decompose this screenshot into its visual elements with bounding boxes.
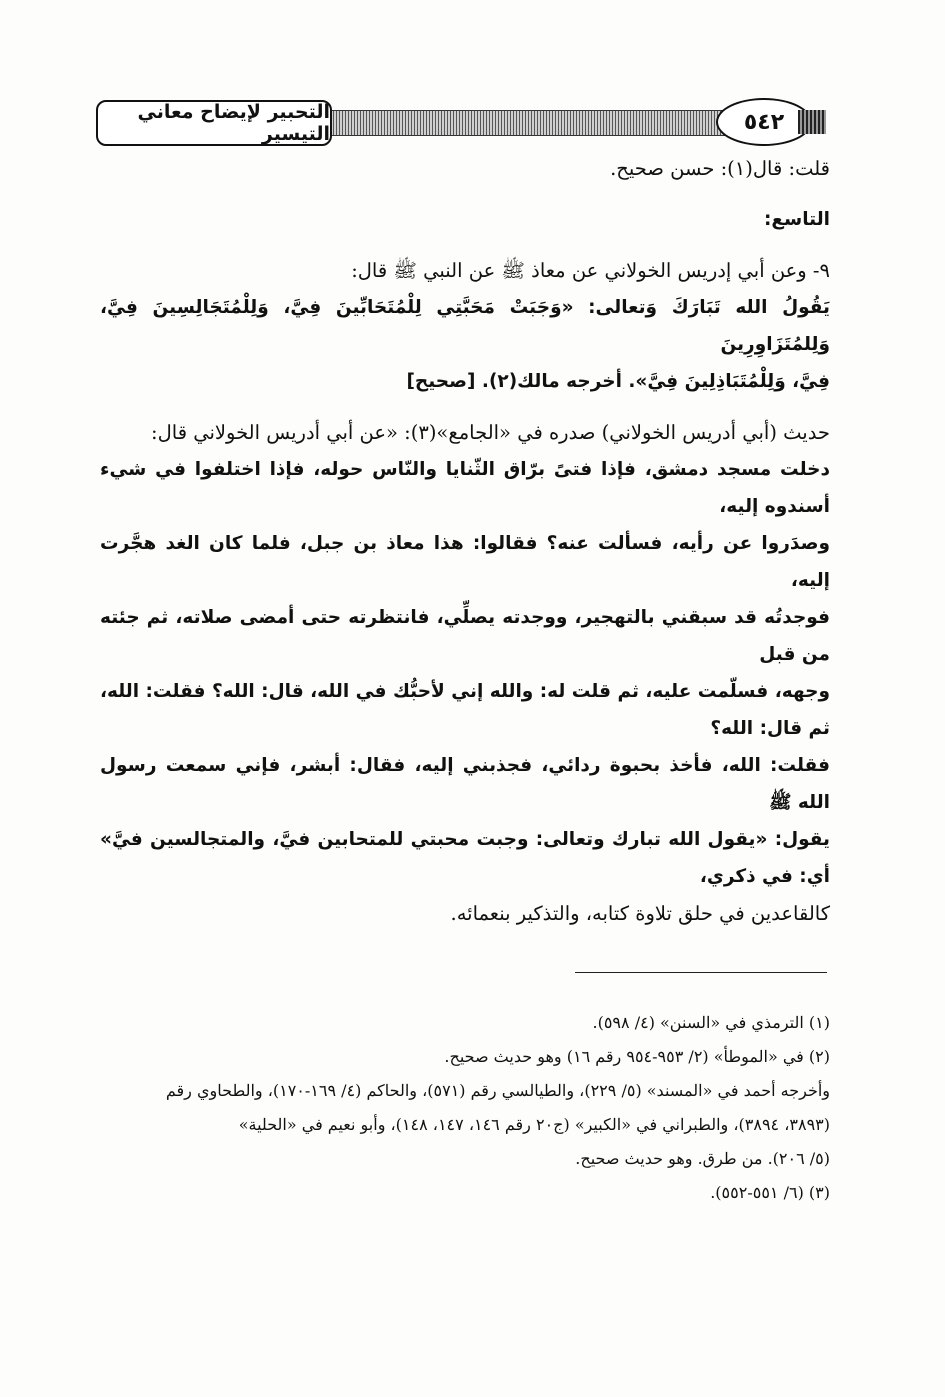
- footnote: (١) الترمذي في «السنن» (٤/ ٥٩٨).: [592, 1013, 830, 1032]
- page-header: [96, 96, 826, 148]
- footnote: (٣٨٩٣، ٣٨٩٤)، والطبراني في «الكبير» (ج٢٠ رقم ١٤٦، ١٤٧، ١٤٨)، وأبو نعيم في «الحلية»: [238, 1115, 830, 1134]
- page-number: ٥٤٢: [716, 98, 812, 146]
- footnote: وأخرجه أحمد في «المسند» (٥/ ٢٢٩)، والطيالسي رقم (٥٧١)، والحاكم (٤/ ١٦٩-١٧٠)، والطحاوي رقم: [165, 1081, 830, 1100]
- section-heading: التاسع:: [763, 209, 830, 230]
- footnote-separator: [575, 972, 827, 973]
- hadith-text-line: يَقُولُ الله تَبَارَكَ وَتعالى: «وَجَبَتْ مَحَبَّتِي لِلْمُتَحَابِّينَ فِيَّ، وَلِلْمُتَجَالِسِينَ فِيَّ، وَلِلمُتَزَاوِرِينَ: [100, 297, 830, 355]
- text-line: فقلت: الله، فأخذ بحبوة ردائي، فجذبني إليه، فقال: أبشر، فإني سمعت رسول الله ﷺ: [100, 755, 830, 813]
- header-ornament-band: [321, 110, 774, 136]
- footnote: (٢) في «الموطأ» (٢/ ٩٥٣-٩٥٤ رقم ١٦) وهو حديث صحيح.: [444, 1047, 830, 1066]
- text-line: حديث (أبي أدريس الخولاني) صدره في «الجامع»(٣): «عن أبي أدريس الخولاني قال:: [151, 421, 830, 444]
- text-line: دخلت مسجد دمشق، فإذا فتىً برّاق الثّنايا والنّاس حوله، فإذا اختلفوا في شيء أسندوه إليه،: [100, 459, 830, 517]
- text-line: ٩- وعن أبي إدريس الخولاني عن معاذ ﷺ عن النبي ﷺ قال:: [351, 259, 830, 282]
- text-line: فوجدتُه قد سبقني بالتهجير، ووجدته يصلِّي، فانتظرته حتى أمضى صلاته، ثم جئته من قبل: [100, 607, 830, 665]
- text-line: وجهه، فسلّمت عليه، ثم قلت له: والله إني لأحبُّك في الله، قال: الله؟ فقلت: الله، ثم قال: الله؟: [100, 681, 830, 739]
- text-line: وصدَروا عن رأيه، فسألت عنه؟ فقالوا: هذا معاذ بن جبل، فلما كان الغد هجَّرت إليه،: [100, 533, 830, 591]
- book-title: التحبير لإيضاح معاني التيسير: [96, 100, 332, 146]
- footnote: (٣) (٦/ ٥٥١-٥٥٢).: [710, 1183, 830, 1202]
- header-ornament-end: [798, 110, 826, 134]
- text-line: قلت: قال(١): حسن صحيح.: [610, 157, 830, 180]
- footnote: (٥/ ٢٠٦). من طرق. وهو حديث صحيح.: [575, 1149, 830, 1168]
- main-text: [100, 150, 830, 932]
- footnotes: [104, 1006, 830, 1210]
- hadith-text-line: فِيَّ، وَلِلْمُتَبَاذِلِينَ فِيَّ». أخرجه مالك(٢). [صحيح]: [406, 371, 830, 392]
- text-line: يقول: «يقول الله تبارك وتعالى: وجبت محبتي للمتحابين فيَّ، والمتجالسين فيَّ» أي: في ذكري،: [100, 829, 830, 887]
- text-line: كالقاعدين في حلق تلاوة كتابه، والتذكير بنعمائه.: [450, 902, 830, 925]
